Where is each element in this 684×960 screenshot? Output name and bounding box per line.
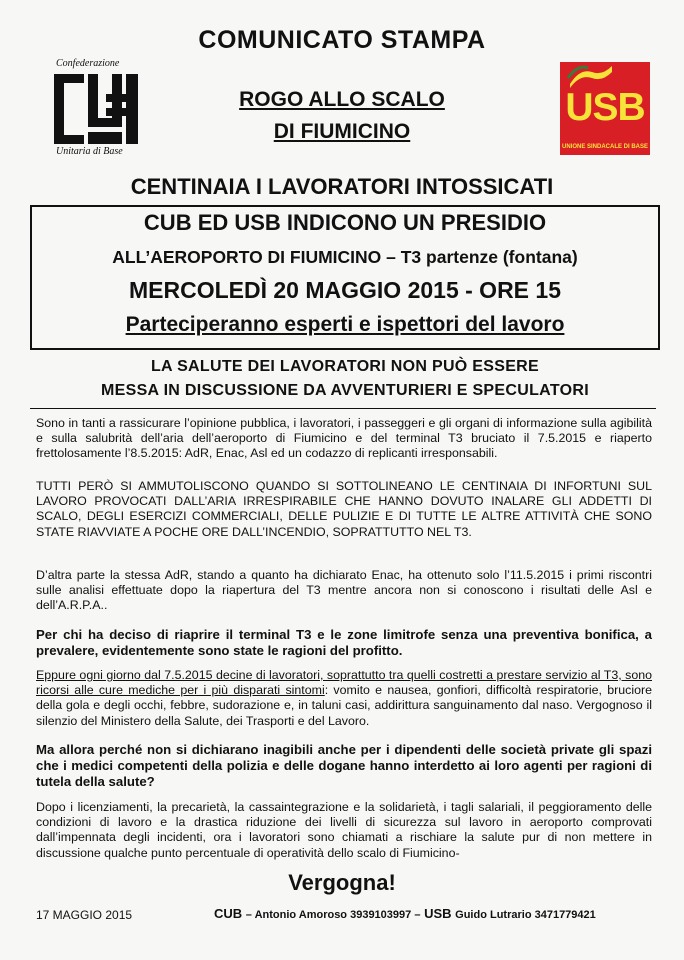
subtitle-line-1: ROGO ALLO SCALO bbox=[239, 88, 445, 111]
footer-usb-label: USB bbox=[424, 906, 452, 921]
cub-logo-bottom-text: Unitaria di Base bbox=[56, 146, 123, 157]
closing-exclamation: Vergogna! bbox=[288, 870, 396, 895]
footer-usb-contact: Guido Lutrario 3471779421 bbox=[455, 909, 596, 921]
cub-logo-top-text: Confederazione bbox=[56, 58, 120, 69]
paragraph-5-underlined: Eppure ogni giorno dal 7.5.2015 decine di lavoratori, soprattutto tra quelli costretti a prestare servizio al T3, sono ricorsi alle cure mediche per i più disparati sintomi bbox=[36, 668, 652, 698]
paragraph-4: Per chi ha deciso di riaprire il terminal T3 e le zone limitrofe senza una preventiva bonifica, a prevalere, evidentemente sono state le ragioni del profitto. bbox=[36, 627, 652, 658]
announcement-experts: Parteciperanno esperti e ispettori del lavoro bbox=[125, 313, 565, 336]
footer-contacts bbox=[214, 906, 596, 921]
usb-logo-name: USB bbox=[565, 86, 645, 129]
headline: CENTINAIA I LAVORATORI INTOSSICATI bbox=[130, 174, 554, 199]
paragraph-7: Dopo i licenziamenti, la precarietà, la cassaintegrazione e la solidarietà, i tagli salariali, il peggioramento delle condizioni di lavoro e la drastica riduzione dei livelli di sicurezza sul lavoro in aeroporto comprovati dall’impennata degli incidenti, ora i lavoratori sono chiamati a rischiare la salute pur di non mettere in discussione qualche punto percentuale di operatività dello scalo di Fiumicino- bbox=[36, 800, 652, 860]
paragraph-1: Sono in tanti a rassicurare l’opinione pubblica, i lavoratori, i passeggeri e gli organi di informazione sulla agibilità e sulla salubrità dell’aria dell’aeroporto di Fiumicino e del terminal T3 bruciato il 7.5.2015 e riaperto frettolosamente l’8.5.2015: AdR, Enac, Asl ed un codazzo di replicanti irresponsabili. bbox=[36, 416, 652, 461]
subtitle-line-2: DI FIUMICINO bbox=[273, 120, 411, 143]
paragraph-5 bbox=[36, 668, 652, 729]
paragraph-5-rest: : vomito e nausea, gonfiori, difficoltà respiratorie, bruciore della gola e degli occhi, febbre, sudorazione e, in taluni casi, addirittura sanguinamento dal naso. Vergognoso il silenzio del Ministero della Salute, dei Trasporti e del Lavoro. bbox=[36, 683, 653, 728]
usb-logo-tagline: UNIONE SINDACALE DI BASE bbox=[561, 144, 648, 150]
announcement-line-2: ALL’AEROPORTO DI FIUMICINO – T3 partenze (fontana) bbox=[112, 247, 578, 267]
paragraph-6: Ma allora perché non si dichiarano inagibili anche per i dipendenti delle società private gli spazi che i medici competenti della polizia e delle dogane hanno interdetto ai loro agenti per ragioni di tutela della salute? bbox=[36, 742, 652, 789]
footer-date: 17 MAGGIO 2015 bbox=[36, 908, 133, 922]
divider bbox=[30, 408, 656, 409]
footer-cub-contact: – Antonio Amoroso 3939103997 – bbox=[245, 909, 421, 921]
paragraph-3: D’altra parte la stessa AdR, stando a quanto ha dichiarato Enac, ha ottenuto solo l’11.5.2015 i primi riscontri sulle analisi effettuate dopo la riapertura del T3 mentre ancora non si conoscono i risultati delle Asl e dell’A.R.P.A.. bbox=[36, 568, 652, 613]
alert-line-2: MESSA IN DISCUSSIONE DA AVVENTURIERI E SPECULATORI bbox=[101, 382, 589, 399]
alert-line-1: LA SALUTE DEI LAVORATORI NON PUÒ ESSERE bbox=[150, 358, 540, 375]
page-title: COMUNICATO STAMPA bbox=[198, 26, 486, 54]
footer-cub-label: CUB bbox=[214, 906, 243, 921]
announcement-date: MERCOLEDÌ 20 MAGGIO 2015 - ORE 15 bbox=[128, 277, 561, 303]
announcement-line-1: CUB ED USB INDICONO UN PRESIDIO bbox=[143, 210, 547, 235]
paragraph-2: TUTTI PERÒ SI AMMUTOLISCONO QUANDO SI SOTTOLINEANO LE CENTINAIA DI INFORTUNI SUL LAVORO PROVOCATI DALL’ARIA IRRESPIRABILE CHE HANNO DOVUTO INALARE GLI ADDETTI DI SCALO, DEGLI ESERCIZI COMMERCIALI, DELLE PULIZIE E DI TUTTE LE ALTRE ATTIVITÀ CHE SONO STATE RIAVVIATE A POCHE ORE DALL’INCENDIO, SOPRATTUTTO NEL T3. bbox=[36, 479, 652, 539]
